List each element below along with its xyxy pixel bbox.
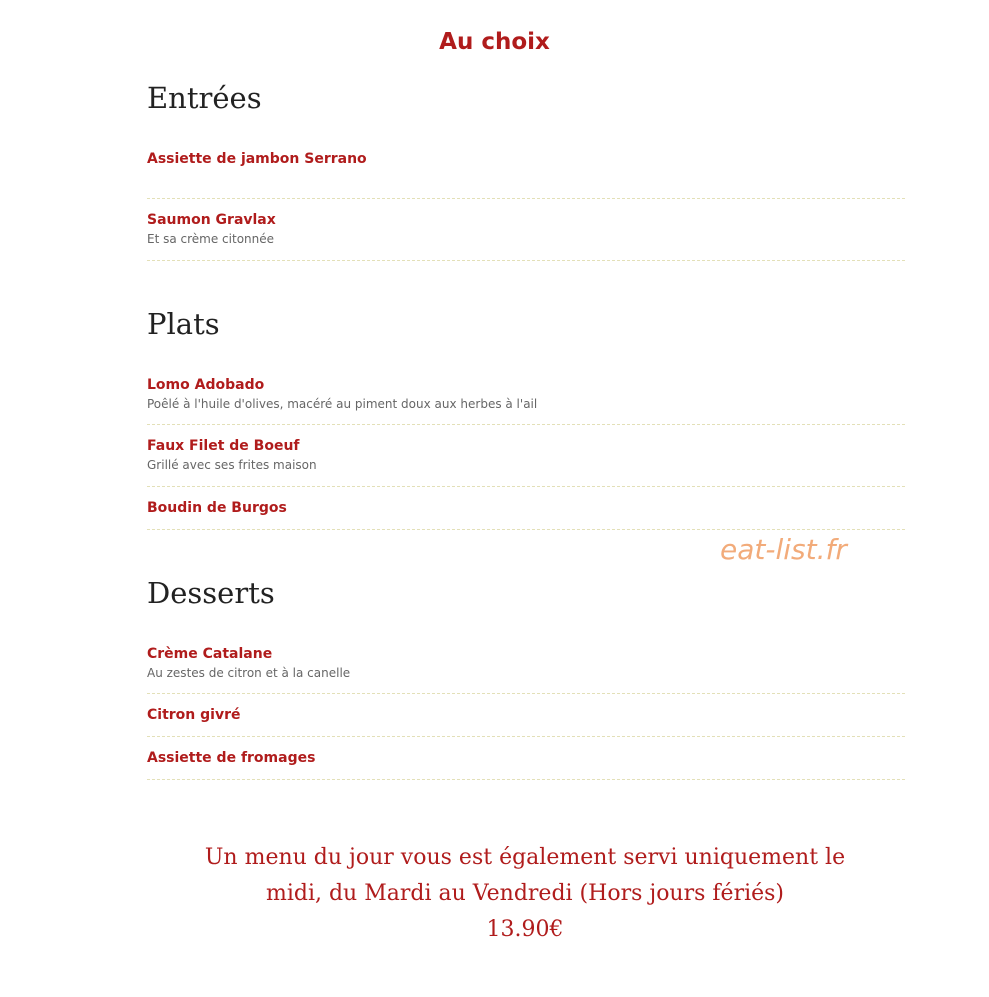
menu-item [147,425,905,487]
notice-line-1: Un menu du jour vous est également servi uniquement le [204,845,846,870]
menu-item-name: Faux Filet de Boeuf [147,438,300,454]
section-title: Entrées [147,81,262,115]
section-plats [147,306,905,530]
menu-item-name: Citron givré [147,707,241,723]
section-title: Desserts [147,576,275,610]
menu-item-name: Crème Catalane [147,646,273,662]
watermark-logo: eat-list.fr [720,533,847,566]
section-entrees [147,80,905,261]
menu-item [147,615,905,694]
menu-item [147,346,905,425]
section-title: Plats [147,307,220,341]
menu-item [147,694,905,737]
menu-item-description: Au zestes de citron et à la canelle [147,666,351,680]
page-title: Au choix [439,29,550,55]
menu-item [147,737,905,780]
menu-item [147,199,905,261]
menu-item-description: Grillé avec ses frites maison [147,458,317,472]
section-desserts [147,575,905,780]
menu-item-name: Assiette de fromages [147,750,316,766]
daily-menu-notice [160,840,890,948]
menu-item-description: Poêlé à l'huile d'olives, macéré au piment doux aux herbes à l'ail [147,397,538,411]
menu-item [147,487,905,530]
menu-price: 13.90€ [486,917,564,942]
menu-item [147,120,905,199]
menu-item-name: Assiette de jambon Serrano [147,151,367,167]
menu-item-description: Et sa crème citonnée [147,232,275,246]
notice-line-2: midi, du Mardi au Vendredi (Hors jours fériés) [265,881,785,906]
menu-item-name: Lomo Adobado [147,377,265,393]
menu-item-name: Saumon Gravlax [147,212,276,228]
menu-item-name: Boudin de Burgos [147,500,287,516]
